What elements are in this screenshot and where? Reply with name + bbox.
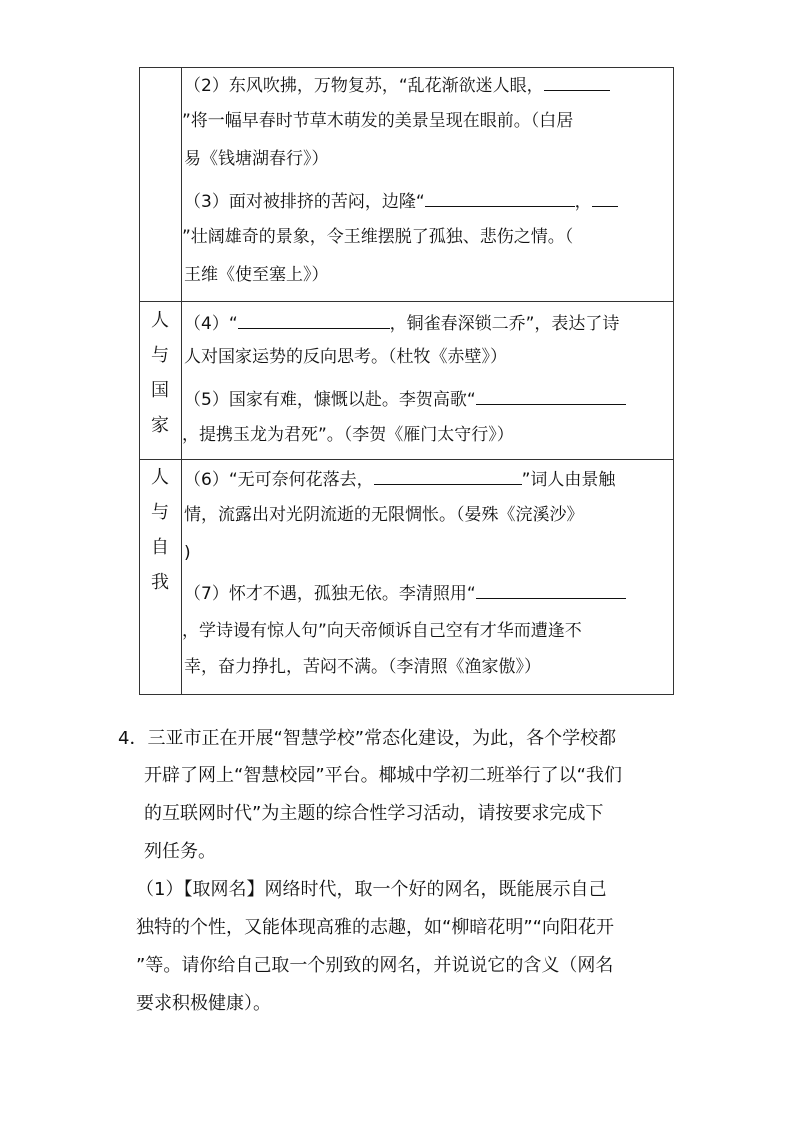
answer-blank[interactable]: [374, 466, 522, 485]
comma: ，: [574, 192, 592, 212]
answer-blank[interactable]: [592, 188, 618, 207]
question-text: ”词人由景触: [521, 470, 616, 490]
question-2-line-1: [184, 72, 610, 97]
question-text: ，铜雀春深锁二乔”，表达了诗: [389, 314, 620, 334]
question-2-line-3: 易《钱塘湖春行》）: [184, 149, 329, 169]
question-text: （5）国家有难，慷慨以赴。李贺高歌“: [184, 390, 476, 410]
q4-task-1-line-4: 要求积极健康）。: [136, 993, 271, 1014]
category-people-and-self: 人 与 自 我: [151, 467, 169, 593]
question-2-line-2: ”将一幅早春时节草木萌发的美景呈现在眼前。（白居: [182, 111, 574, 131]
question-4-line-1: [184, 310, 619, 335]
answer-blank[interactable]: [425, 188, 575, 207]
answer-blank[interactable]: [544, 72, 610, 91]
question-7-line-2: ，学诗谩有惊人句”向天帝倾诉自己空有才华而遭逢不: [182, 621, 582, 641]
question-3-line-2: ”壮阔雄奇的景象，令王维摆脱了孤独、悲伤之情。（: [182, 227, 574, 247]
question-6-line-2: 情，流露出对光阴流逝的无限惆怅。（晏殊《浣溪沙》: [184, 505, 584, 525]
question-3-line-3: 王维《使至塞上》）: [184, 265, 329, 285]
question-text: （6）“无可奈何花落去，: [184, 470, 374, 490]
q4-task-1-line-1: （1）【取网名】网络时代，取一个好的网名，既能展示自己: [136, 879, 607, 900]
q4-line-1: 4．三亚市正在开展“智慧学校”常态化建设，为此，各个学校都: [118, 728, 617, 749]
question-6-line-3: ): [184, 543, 191, 563]
question-7-line-3: 幸，奋力挣扎，苦闷不满。（李清照《渔家傲》）: [184, 657, 541, 677]
question-5-line-1: [184, 386, 626, 411]
question-6-line-1: [184, 466, 615, 491]
question-7-line-1: [184, 580, 626, 605]
table-column-divider: [181, 67, 182, 695]
question-text: （4）“: [184, 314, 238, 334]
question-text: （7）怀才不遇，孤独无依。李清照用“: [184, 584, 476, 604]
q4-line-4: 列任务。: [144, 841, 216, 862]
q4-task-1-line-2: 独特的个性，又能体现高雅的志趣，如“柳暗花明”“向阳花开: [136, 917, 614, 938]
answer-blank[interactable]: [476, 580, 626, 599]
q4-line-2: 开辟了网上“智慧校园”平台。椰城中学初二班举行了以“我们: [144, 765, 622, 786]
question-text: （2）东风吹拂，万物复苏，“乱花渐欲迷人眼，: [184, 76, 544, 96]
answer-blank[interactable]: [476, 386, 626, 405]
table-divider: [139, 301, 674, 302]
q4-line-3: 的互联网时代”为主题的综合性学习活动，请按要求完成下: [144, 803, 604, 824]
table-divider: [139, 459, 674, 460]
category-people-and-nation: 人 与 国 家: [151, 310, 169, 436]
q4-task-1-line-3: ”等。请你给自己取一个别致的网名，并说说它的含义（网名: [136, 955, 614, 976]
question-5-line-2: ，提携玉龙为君死”。（李贺《雁门太守行》）: [182, 425, 514, 445]
question-3-line-1: [184, 188, 618, 213]
question-4-line-2: 人对国家运势的反向思考。（杜牧《赤壁》）: [184, 347, 507, 367]
answer-blank[interactable]: [238, 310, 390, 329]
question-text: （3）面对被排挤的苦闷，边隆“: [184, 192, 425, 212]
